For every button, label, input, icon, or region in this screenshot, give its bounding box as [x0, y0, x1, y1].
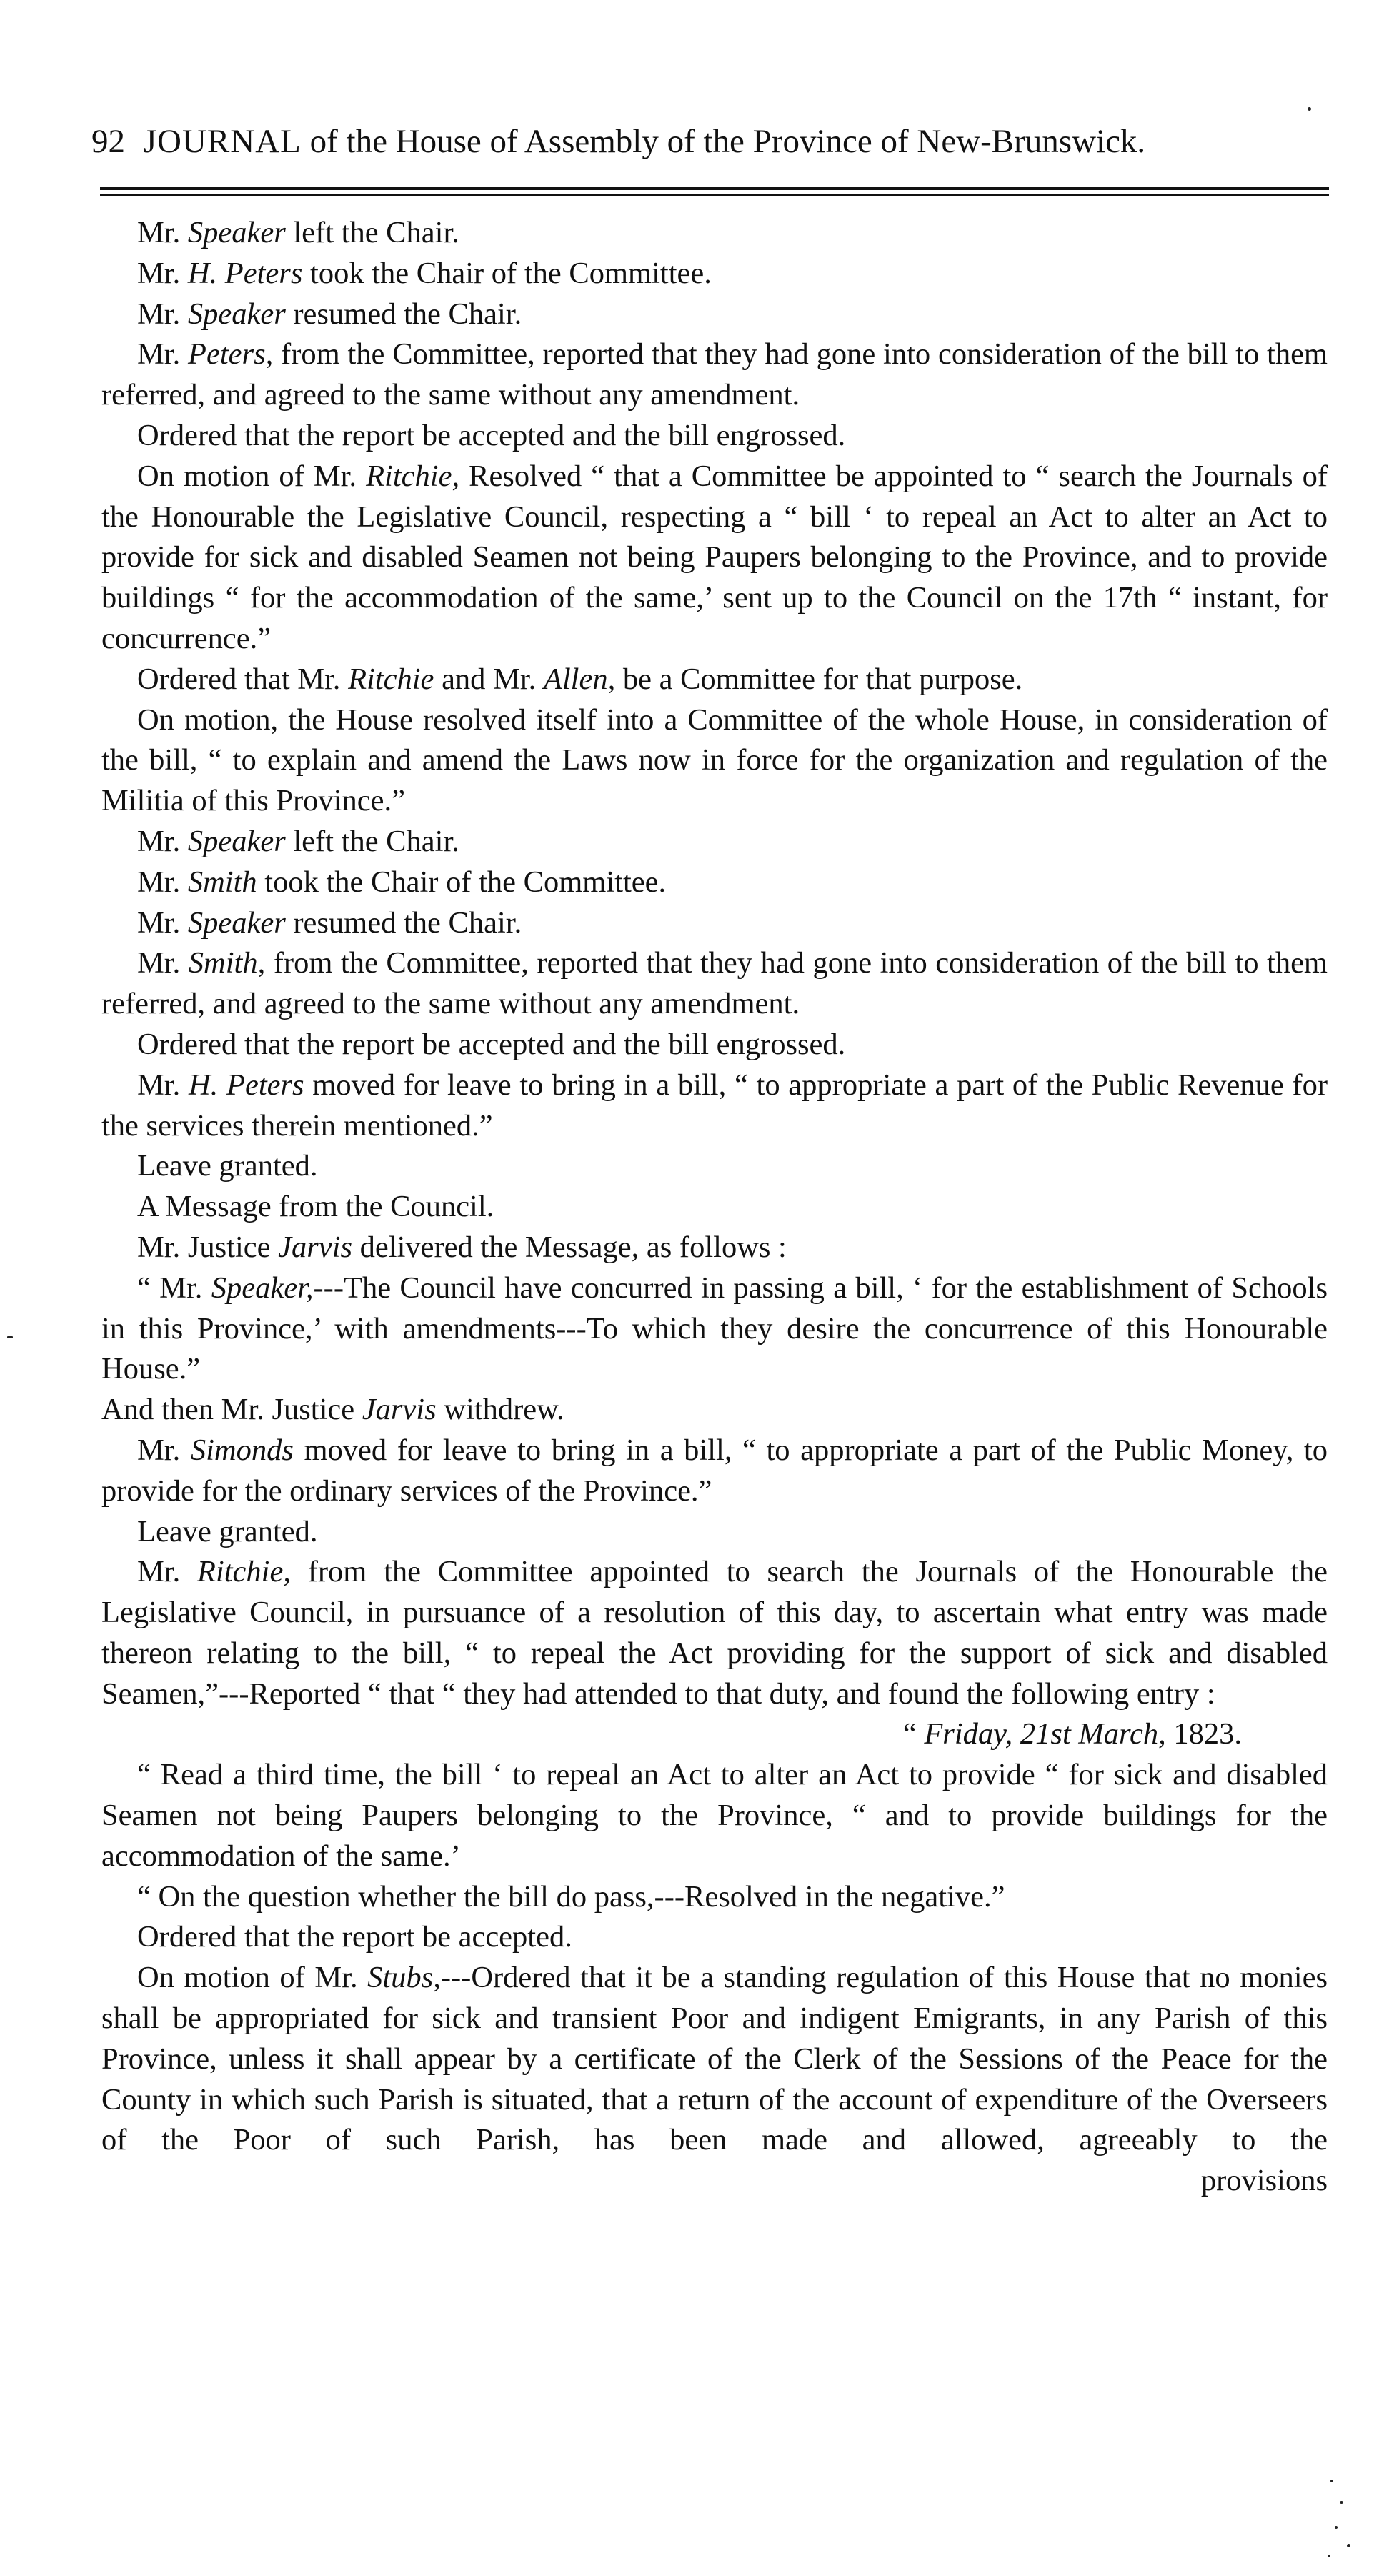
- paragraph: Mr. Speaker left the Chair.: [137, 216, 459, 249]
- paragraph: And then Mr. Justice Jarvis withdrew.: [101, 1393, 564, 1427]
- paragraph: Mr. H. Peters moved for leave to bring in a bill, “ to appropriate a part of the Public Revenue for the services therein mentioned.”: [101, 1068, 1328, 1143]
- scan-speck: [1335, 2526, 1338, 2529]
- paragraph: “ Mr. Speaker,---The Council have concurred in passing a bill, ‘ for the establishment of Schools in this Province,’ with amendments---To which they desire the concurrence of this Honourable House.”: [101, 1270, 1328, 1386]
- running-header: [91, 120, 1335, 163]
- paragraph: Ordered that the report be accepted and the bill engrossed.: [137, 418, 846, 452]
- journal-body: [101, 213, 1328, 2202]
- paragraph: Mr. Speaker resumed the Chair.: [137, 905, 522, 940]
- journal-word: JOURNAL: [143, 123, 302, 160]
- scan-speck: [1347, 2544, 1350, 2547]
- paragraph: “ On the question whether the bill do pass,---Resolved in the negative.”: [137, 1879, 1005, 1914]
- paragraph: “ Read a third time, the bill ‘ to repeal an Act to alter an Act to provide “ for sick and disabled Seamen not being Paupers belonging to the Province, “ and to provide buildings for the accommodation of the same.’: [101, 1758, 1328, 1873]
- scan-speck: [1328, 2555, 1330, 2557]
- header-title: of the House of Assembly of the Province of New-Brunswick.: [309, 123, 1146, 160]
- paragraph: Mr. Justice Jarvis delivered the Message, as follows :: [137, 1230, 787, 1264]
- paragraph: Ordered that the report be accepted.: [137, 1920, 572, 1954]
- paragraph: On motion of Mr. Ritchie, Resolved “ that a Committee be appointed to “ search the Journals of the Honourable the Legislative Council, respecting a “ bill ‘ to repeal an Act to alter an Act to provide for sick and disabled Seamen not being Paupers belonging to the Province, and to provide buildings “ for the accommodation of the same,’ sent up to the Council on the 17th “ instant, for concurrence.”: [101, 459, 1328, 655]
- paragraph: Leave granted.: [137, 1514, 318, 1548]
- page-number: 92: [91, 123, 125, 160]
- paragraph: Mr. Smith took the Chair of the Committee.: [137, 865, 667, 899]
- paragraph: Mr. Speaker left the Chair.: [137, 824, 459, 858]
- paragraph: A Message from the Council.: [137, 1190, 494, 1224]
- entry-date: “ Friday, 21st March, 1823.: [902, 1717, 1242, 1751]
- paragraph: Mr. Simonds moved for leave to bring in a bill, “ to appropriate a part of the Public Money, to provide for the ordinary services of the Province.”: [101, 1433, 1328, 1508]
- paragraph: Ordered that the report be accepted and the bill engrossed.: [137, 1027, 846, 1061]
- paragraph: Ordered that Mr. Ritchie and Mr. Allen, be a Committee for that purpose.: [137, 662, 1023, 696]
- paragraph: Mr. Ritchie, from the Committee appointed to search the Journals of the Honourable the Legislative Council, in pursuance of a resolution of this day, to ascertain what entry was made thereon relating to the bill, “ to repeal the Act providing for the support of sick and disabled Seamen,”---Reported “ that “ they had attended to that duty, and found the following entry :: [101, 1555, 1328, 1711]
- scan-speck: [1330, 2480, 1333, 2482]
- paragraph: Leave granted.: [137, 1149, 318, 1183]
- paragraph: On motion of Mr. Stubs,---Ordered that it be a standing regulation of this House that no monies shall be appropriated for sick and transient Poor and indigent Emigrants, in any Parish of this Province, unless it shall appear by a certificate of the Clerk of the Sessions of the Peace for the County in which such Parish is situated, that a return of the account of expenditure of the Overseers of the Poor of such Parish, has been made and allowed, agreeably to the: [101, 1961, 1328, 2157]
- paragraph: Mr. Peters, from the Committee, reported that they had gone into consideration of the bill to them referred, and agreed to the same without any amendment.: [101, 337, 1328, 412]
- header-rule-thick: [100, 187, 1329, 190]
- paragraph: Mr. Smith, from the Committee, reported that they had gone into consideration of the bill to them referred, and agreed to the same without any amendment.: [101, 946, 1328, 1021]
- scan-speck: [7, 1336, 13, 1338]
- catchword: provisions: [1200, 2164, 1328, 2198]
- scan-speck: [1308, 107, 1311, 111]
- header-rule-thin: [100, 194, 1329, 196]
- paragraph: On motion, the House resolved itself into a Committee of the whole House, in consideration of the bill, “ to explain and amend the Laws now in force for the organization and regulation of the Militia of this Province.”: [101, 702, 1328, 818]
- paragraph: Mr. H. Peters took the Chair of the Committee.: [137, 256, 712, 290]
- scan-speck: [1340, 2501, 1343, 2504]
- paragraph: Mr. Speaker resumed the Chair.: [137, 297, 522, 331]
